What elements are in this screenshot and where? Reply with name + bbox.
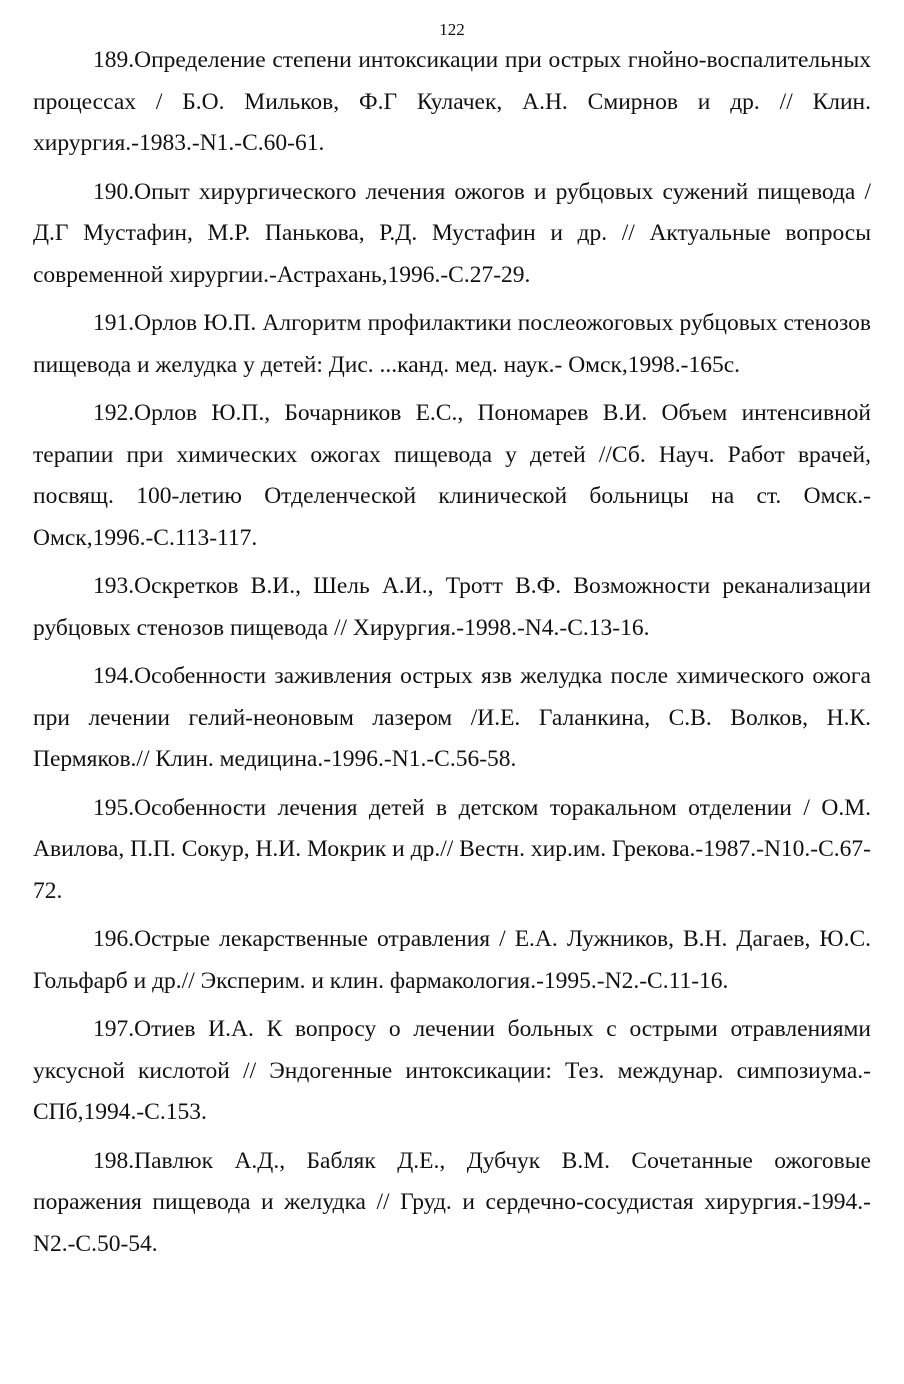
reference-item: 198.Павлюк А.Д., Бабляк Д.Е., Дубчук В.М. Сочетанные ожоговые поражения пищевода и желудка // Груд. и сердечно-сосудистая хирургия.-1994.-N2.-С.50-54. xyxy=(33,1147,871,1257)
reference-item: 195.Особенности лечения детей в детском торакальном отделении / О.М. Авилова, П.П. Сокур, Н.И. Мокрик и др.// Вестн. хир.им. Грекова.-1987.-N10.-С.67-72. xyxy=(33,794,871,904)
page-number: 122 xyxy=(439,20,465,39)
reference-item: 197.Отиев И.А. К вопросу о лечении больных с острыми отравлениями уксусной кислотой // Эндогенные интоксикации: Тез. междунар. симпозиума.-СПб,1994.-С.153. xyxy=(33,1016,871,1125)
reference-item: 194.Особенности заживления острых язв желудка после химического ожога при лечении гелий-неоновым лазером /И.Е. Галанкина, С.В. Волков, Н.К. Пермяков.// Клин. медицина.-1996.-N1.-С.56-58. xyxy=(33,663,871,772)
reference-item: 190.Опыт хирургического лечения ожогов и рубцовых сужений пищевода /Д.Г Мустафин, М.Р. Панькова, Р.Д. Мустафин и др. // Актуальные вопросы современной хирургии.-Астрахань,1996.-С.27-29. xyxy=(33,178,871,288)
reference-item: 193.Оскретков В.И., Шель А.И., Тротт В.Ф. Возможности реканализации рубцовых стенозов пищевода // Хирургия.-1998.-N4.-С.13-16. xyxy=(33,573,871,641)
reference-item: 192.Орлов Ю.П., Бочарников Е.С., Пономарев В.И. Объем интенсивной терапии при химических ожогах пищевода у детей //Сб. Науч. Работ врачей, посвящ. 100-летию Отделенческой клинической больницы на ст. Омск.-Омск,1996.-С.113-117. xyxy=(33,400,871,551)
reference-list xyxy=(33,40,871,1272)
reference-item: 191.Орлов Ю.П. Алгоритм профилактики послеожоговых рубцовых стенозов пищевода и желудка у детей: Дис. ...канд. мед. наук.- Омск,1998.-165с. xyxy=(33,310,871,378)
reference-item: 189.Определение степени интоксикации при острых гнойно-воспалительных процессах / Б.О. Мильков, Ф.Г Кулачек, А.Н. Смирнов и др. // Клин. хирургия.-1983.-N1.-С.60-61. xyxy=(33,47,871,156)
reference-item: 196.Острые лекарственные отравления / Е.А. Лужников, В.Н. Дагаев, Ю.С. Гольфарб и др.// Эксперим. и клин. фармакология.-1995.-N2.-С.11-16. xyxy=(33,926,871,994)
